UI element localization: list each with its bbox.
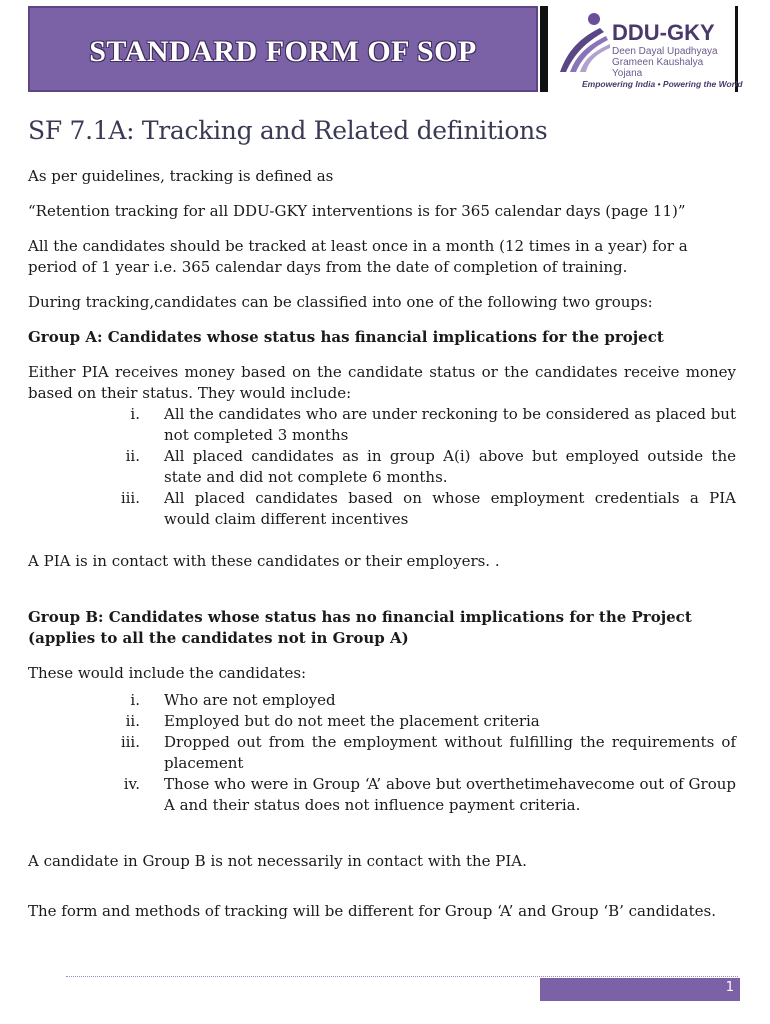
- group-a-description: Either PIA receives money based on the candidate status or the candidates receive money based on their status. They would include:: [28, 363, 736, 402]
- intro-text: As per guidelines, tracking is defined as: [28, 167, 334, 185]
- header-banner: [28, 6, 538, 92]
- page-number: 1: [725, 980, 734, 995]
- banner-title: STANDARD FORM OF SOP: [89, 35, 477, 68]
- list-item: iii. Dropped out from the employment without fulfilling the requirements of placement: [120, 733, 736, 772]
- group-b-list: [28, 690, 736, 816]
- ddugky-logo: [548, 6, 743, 92]
- group-b-contact-note: A candidate in Group B is not necessarily in contact with the PIA.: [28, 852, 527, 870]
- group-a-heading: Group A: Candidates whose status has financial implications for the project: [28, 328, 664, 346]
- banner-divider: [540, 6, 548, 92]
- tracking-frequency-text: All the candidates should be tracked at least once in a month (12 times in a year) for a period of 1 year i.e. 365 calendar days from the date of completion of training.: [28, 237, 688, 276]
- page-number-box: [540, 978, 740, 1001]
- group-b-description: These would include the candidates:: [28, 664, 307, 682]
- guideline-quote: “Retention tracking for all DDU-GKY interventions is for 365 calendar days (page 11)”: [28, 202, 686, 220]
- classification-text: During tracking,candidates can be classified into one of the following two groups:: [28, 293, 653, 311]
- closing-text: The form and methods of tracking will be different for Group ‘A’ and Group ‘B’ candidates.: [28, 902, 716, 920]
- footer-divider: [66, 976, 738, 977]
- logo-tagline: Empowering India • Powering the World: [582, 79, 743, 89]
- group-a-contact-note: A PIA is in contact with these candidates or their employers. .: [28, 552, 500, 570]
- list-item: ii. Employed but do not meet the placement criteria: [125, 712, 540, 730]
- list-item: iii. All placed candidates based on whose employment credentials a PIA would claim different incentives: [120, 489, 736, 528]
- list-item: i. Who are not employed: [130, 691, 336, 709]
- list-item: i. All the candidates who are under reckoning to be considered as placed but not completed 3 months: [130, 405, 736, 444]
- list-item: ii. All placed candidates as in group A(i) above but employed outside the state and did not complete 6 months.: [125, 447, 736, 486]
- group-b-heading: Group B: Candidates whose status has no financial implications for the Project (applies to all the candidates not in Group A): [28, 608, 692, 647]
- list-item: iv. Those who were in Group ‘A’ above but overthetimehavecome out of Group A and their status does not influence payment criteria.: [123, 775, 736, 814]
- group-a-list: [28, 404, 736, 530]
- ddugky-logo-icon: [554, 10, 612, 76]
- logo-name: DDU-GKY: [612, 20, 715, 45]
- document-body: [28, 116, 736, 922]
- logo-subtitle: Deen Dayal Upadhyaya Grameen Kaushalya Yojana: [612, 46, 718, 79]
- section-title: SF 7.1A: Tracking and Related definitions: [28, 116, 548, 145]
